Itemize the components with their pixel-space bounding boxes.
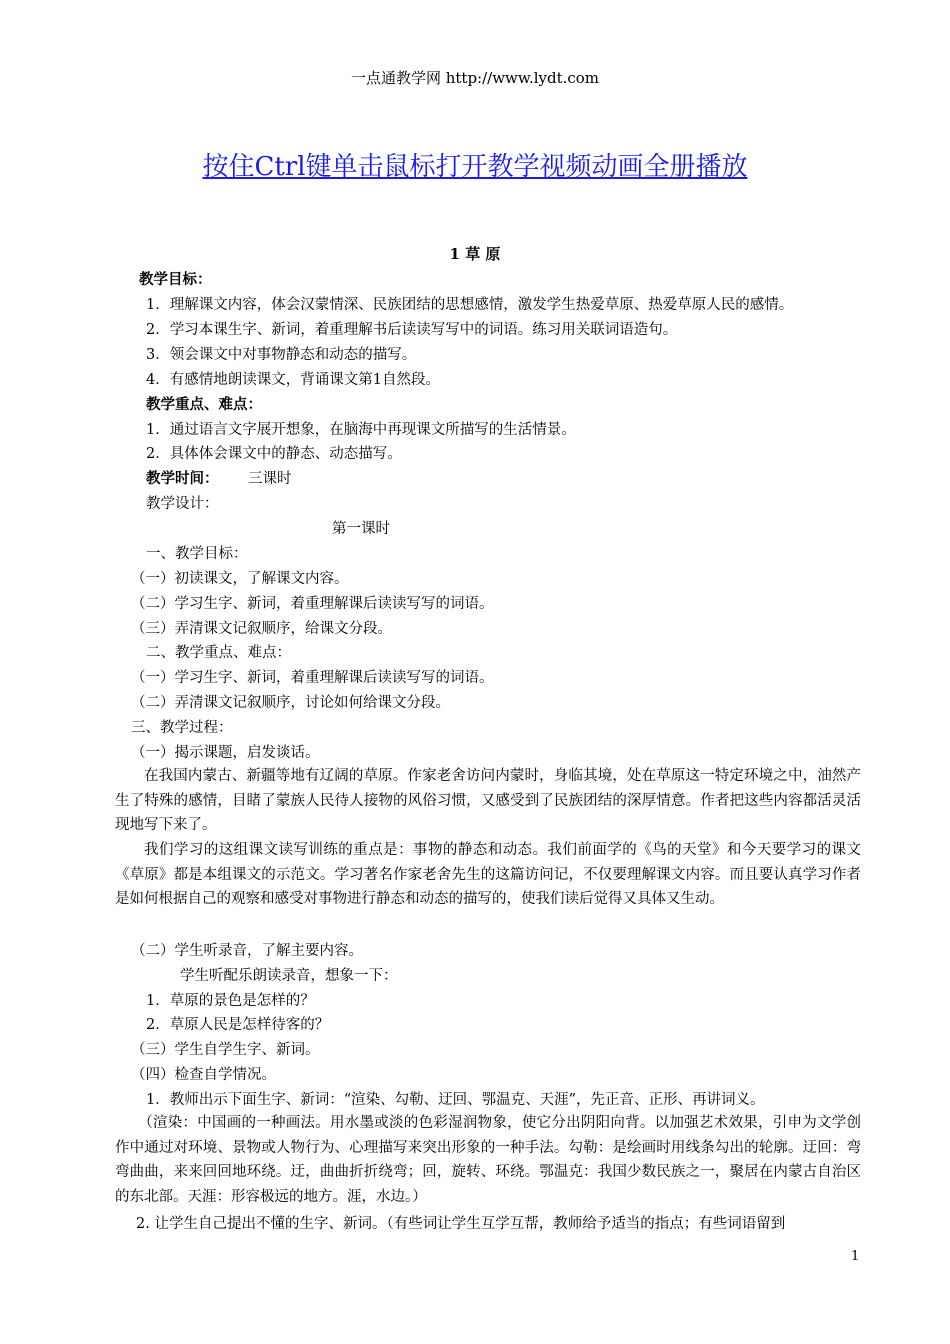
key-points-heading: 教学重点、难点：: [146, 396, 262, 413]
design-label: 教学设计：: [146, 496, 219, 512]
time-value: 三课时: [248, 471, 292, 487]
time-label: 教学时间：: [146, 470, 219, 487]
section-heading: 二、教学重点、难点：: [146, 645, 291, 661]
page-header: 一点通教学网 http://www.lydt.com: [350, 69, 600, 87]
question-item: 2．草原人民是怎样待客的？: [146, 1017, 330, 1033]
objective-item: 4．有感情地朗读课文，背诵课文第1自然段。: [146, 372, 440, 388]
check-item: 2. 让学生自己提出不懂的生字、新词。（有些词让学生互学互帮，教师给予适当的指点；有些词语留到: [136, 1216, 786, 1232]
section-heading: 一、教学目标：: [146, 546, 248, 562]
body-paragraph: 我们学习的这组课文读写训练的重点是：事物的静态和动态。我们前面学的《鸟的天堂》和今天要学习的课文《草原》都是本组课文的示范文。学习著名作家老舍先生的这篇访问记，不仅要理解课文内容。而且要认真学习作者是如何根据自己的观察和感受对事物进行静态和动态的描写的，使我们读后觉得又具体又生动。: [115, 842, 861, 907]
objectives-heading: 教学目标：: [139, 271, 212, 288]
list-item: （三）弄清课文记叙顺序，给课文分段。: [131, 621, 392, 637]
page-number: 1: [851, 1249, 860, 1264]
check-item: 1．教师出示下面生字、新词：“渲染、勾勒、迂回、鄂温克、天涯”，先正音、正形、再讲词义。: [146, 1092, 765, 1108]
key-point-item: 2．具体体会课文中的静态、动态描写。: [146, 446, 402, 462]
step-heading: （三）学生自学生字、新词。: [131, 1042, 320, 1058]
step-heading: （一）揭示课题，启发谈话。: [131, 745, 320, 761]
step-heading: （四）检查自学情况。: [131, 1067, 276, 1083]
objective-item: 3．领会课文中对事物静态和动态的描写。: [146, 347, 417, 363]
list-item: （一）学习生字、新词，着重理解课后读读写写的词语。: [131, 670, 494, 686]
vocab-explanation: （渲染：中国画的一种画法。用水墨或淡的色彩湿润物象，使它分出阴阳向背。以加强艺术效果，引申为文学创作中通过对环境、景物或人物行为、心理描写来突出形象的一种手法。勾勒：是绘画时用线条勾出的轮廓。迂回：弯弯曲曲，来来回回地环绕。迂，曲曲折折绕弯；回，旋转、环绕。鄂温克：我国少数民族之一，聚居在内蒙古自治区的东北部。天涯：形容极远的地方。涯，水边。）: [115, 1115, 861, 1205]
video-link[interactable]: 按住Ctrl键单击鼠标打开教学视频动画全册播放: [202, 152, 748, 182]
section-heading: 三、教学过程：: [131, 720, 233, 736]
list-item: （一）初读课文，了解课文内容。: [131, 571, 349, 587]
key-point-item: 1．通过语言文字展开想象，在脑海中再现课文所描写的生活情景。: [146, 422, 576, 438]
question-item: 1．草原的景色是怎样的？: [146, 993, 315, 1009]
objective-item: 2．学习本课生字、新词，着重理解书后读读写写中的词语。练习用关联词语造句。: [146, 322, 678, 338]
list-item: （二）弄清课文记叙顺序，讨论如何给课文分段。: [131, 695, 450, 711]
objective-item: 1．理解课文内容，体会汉蒙情深、民族团结的思想感情，激发学生热爱草原、热爱草原人民的感情。: [146, 297, 794, 313]
step-heading: （二）学生听录音，了解主要内容。: [131, 943, 363, 959]
lesson-title: 1 草 原: [449, 245, 501, 263]
body-paragraph: 在我国内蒙古、新疆等地有辽阔的草原。作家老舍访问内蒙时，身临其境，处在草原这一特定环境之中，油然产生了特殊的感情，目睹了蒙族人民待人接物的风俗习惯，又感受到了民族团结的深厚情意。作者把这些内容都活灵活现地写下来了。: [115, 768, 861, 833]
list-item: （二）学习生字、新词，着重理解课后读读写写的词语。: [131, 596, 494, 612]
first-lesson-heading: 第一课时: [332, 521, 390, 537]
step-subtext: 学生听配乐朗读录音，想象一下：: [180, 968, 398, 984]
